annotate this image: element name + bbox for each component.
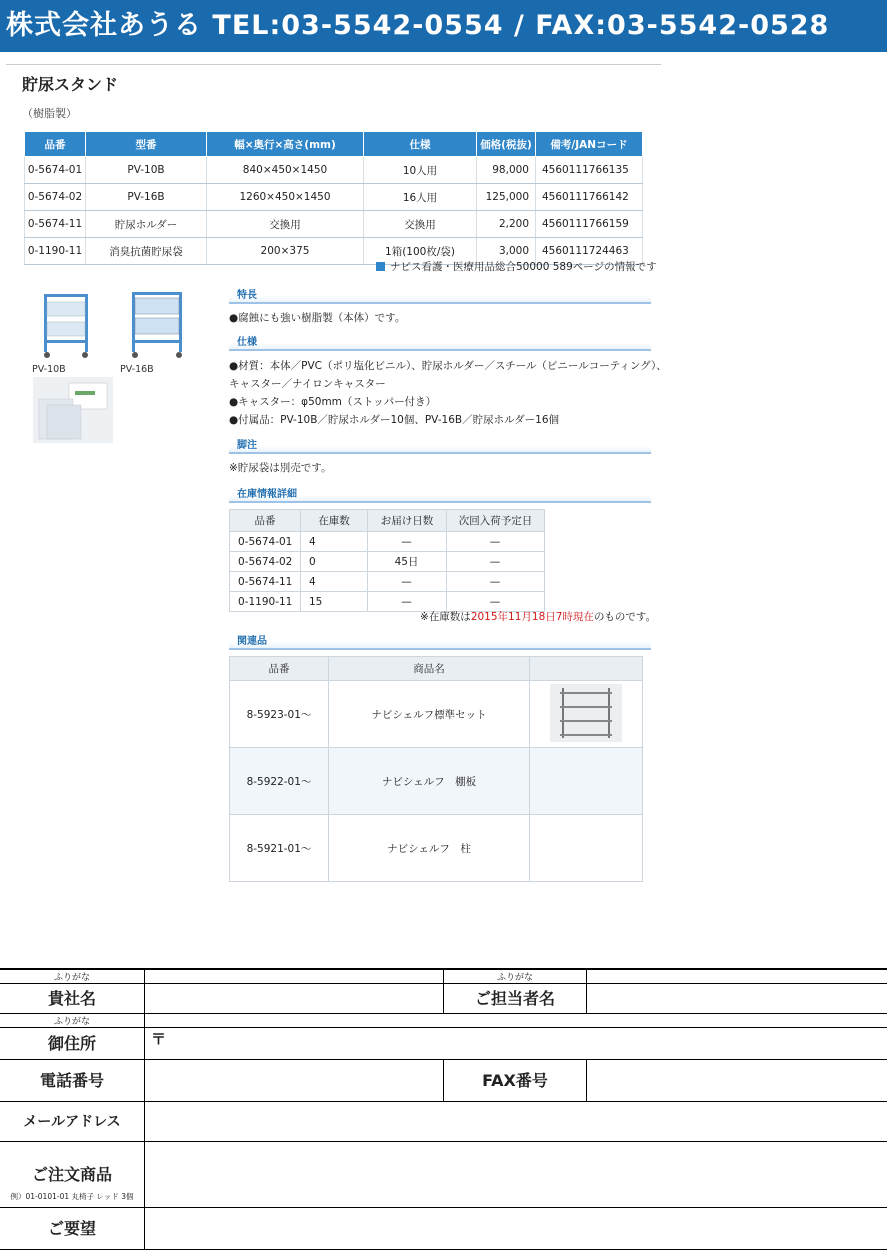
features-heading: 特長 [229, 286, 651, 304]
spec-cell: 0-5674-01 [25, 157, 86, 184]
stock-cell: 0-1190-11 [230, 592, 301, 612]
furigana-label: ふりがな [0, 1014, 145, 1028]
notes-heading: 脚注 [229, 436, 651, 454]
stock-cell: — [447, 552, 545, 572]
spec-cell: 交換用 [364, 211, 477, 238]
catalog-source-note [376, 259, 657, 274]
spec-cell: 16人用 [364, 184, 477, 211]
stock-cell: — [368, 592, 447, 612]
furigana-label: ふりがな [444, 970, 587, 984]
address-furigana-field[interactable] [145, 1014, 887, 1028]
page-title: 貯尿スタンド [22, 75, 119, 94]
notes-text: ※貯尿袋は別売です。 [229, 462, 332, 474]
spec-cell: 交換用 [207, 211, 364, 238]
stock-cell: 0-5674-01 [230, 532, 301, 552]
address-field[interactable] [145, 1028, 887, 1060]
stock-cell: 0-5674-02 [230, 552, 301, 572]
stock-note-prefix: ※在庫数は [420, 611, 471, 623]
stock-cell: — [447, 532, 545, 552]
specs-text [229, 357, 667, 429]
person-furigana-field[interactable] [587, 970, 887, 984]
title-block [22, 72, 118, 121]
related-product-link[interactable]: ナビシェルフ 棚板 [329, 748, 530, 815]
stock-header-cell: 品番 [230, 510, 301, 532]
address-label: 御住所 [0, 1028, 145, 1060]
related-code: 8-5921-01〜 [230, 815, 329, 882]
spec-cell: 98,000 [477, 157, 536, 184]
divider [6, 64, 661, 65]
related-product-link[interactable]: ナビシェルフ 柱 [329, 815, 530, 882]
company-label: 貴社名 [0, 984, 145, 1014]
spec-cell: PV-10B [86, 157, 207, 184]
spec-cell: 4560111724463 [536, 238, 643, 265]
pv-10b-image [38, 290, 94, 360]
stock-cell: — [368, 532, 447, 552]
spec-cell: 840×450×1450 [207, 157, 364, 184]
spec-cell: 3,000 [477, 238, 536, 265]
table-row [25, 157, 643, 184]
spec-cell: 125,000 [477, 184, 536, 211]
stock-header-cell: 在庫数 [301, 510, 368, 532]
stock-timestamp-note [420, 609, 656, 624]
stock-note-date: 2015年11月18日7時現在 [470, 611, 594, 623]
postal-mark: 〒 [151, 1030, 167, 1048]
pv-16b-image [128, 290, 186, 360]
spec-header-cell: 価格(税抜) [477, 132, 536, 157]
fax-label: FAX番号 [444, 1060, 587, 1102]
phone-field[interactable] [145, 1060, 444, 1102]
stock-cell: 4 [301, 572, 368, 592]
phone-label: 電話番号 [0, 1060, 145, 1102]
spec-cell: PV-16B [86, 184, 207, 211]
related-header-row [230, 657, 643, 681]
catalog-source-text: ナビス看護・医療用品総合50000 589ページの情報です [390, 261, 657, 273]
order-field[interactable] [145, 1142, 887, 1208]
order-example: 例）01-0101-01 丸椅子 レッド 3個 [10, 1192, 134, 1201]
stock-cell: 0-5674-11 [230, 572, 301, 592]
request-field[interactable] [145, 1208, 887, 1250]
email-field[interactable] [145, 1102, 887, 1142]
table-row[interactable] [230, 815, 643, 882]
related-product-link[interactable]: ナビシェルフ標準セット [329, 681, 530, 748]
order-label: ご注文商品 [31, 1165, 112, 1184]
order-form [0, 968, 887, 1252]
stock-heading: 在庫情報詳細 [229, 485, 651, 503]
related-image-cell [530, 815, 643, 882]
spec-header-cell: 備考/JANコード [536, 132, 643, 157]
specs-heading: 仕様 [229, 333, 651, 351]
furigana-label: ふりがな [0, 970, 145, 984]
table-row [230, 552, 545, 572]
table-row [25, 184, 643, 211]
fax-field[interactable] [587, 1060, 887, 1102]
stock-cell: — [447, 592, 545, 612]
table-row[interactable] [230, 748, 643, 815]
square-bullet-icon [376, 262, 385, 271]
specs-line: ●付属品：PV-10B／貯尿ホルダー10個、PV-16B／貯尿ホルダー16個 [229, 414, 560, 426]
spec-cell: 0-5674-02 [25, 184, 86, 211]
header-contact-text: 株式会社あうる TEL:03-5542-0554 / FAX:03-5542-0528 [6, 10, 830, 41]
stock-cell: — [447, 572, 545, 592]
stock-header-cell: お届け日数 [368, 510, 447, 532]
spec-cell: 4560111766159 [536, 211, 643, 238]
stock-header-row [230, 510, 545, 532]
stock-table [229, 509, 545, 612]
spec-cell: 1260×450×1450 [207, 184, 364, 211]
table-row [230, 532, 545, 552]
spec-cell: 0-5674-11 [25, 211, 86, 238]
related-image-cell [530, 748, 643, 815]
stock-cell: — [368, 572, 447, 592]
person-label: ご担当者名 [444, 984, 587, 1014]
related-code: 8-5922-01〜 [230, 748, 329, 815]
features-text: ●腐蝕にも強い樹脂製（本体）です。 [229, 312, 406, 324]
company-field[interactable] [145, 984, 444, 1014]
spec-cell: 貯尿ホルダー [86, 211, 207, 238]
spec-cell: 10人用 [364, 157, 477, 184]
stock-cell: 4 [301, 532, 368, 552]
request-label: ご要望 [0, 1208, 145, 1250]
related-table [229, 656, 643, 882]
spec-header-cell: 品番 [25, 132, 86, 157]
spec-cell: 消臭抗菌貯尿袋 [86, 238, 207, 265]
stock-cell: 45日 [368, 552, 447, 572]
specs-line: ●材質：本体／PVC（ポリ塩化ビニル）、貯尿ホルダー／スチール（ビニールコーティング）、 [229, 360, 667, 372]
specs-line: ●キャスター：φ50mm（ストッパー付き） [229, 396, 437, 408]
spec-table [24, 131, 643, 265]
spec-cell: 0-1190-11 [25, 238, 86, 265]
image-caption: PV-16B [120, 364, 154, 375]
spec-cell: 4560111766142 [536, 184, 643, 211]
spec-cell: 2,200 [477, 211, 536, 238]
table-row[interactable] [230, 681, 643, 748]
stock-cell: 0 [301, 552, 368, 572]
related-image-cell [530, 681, 643, 748]
order-label-cell [0, 1142, 145, 1208]
shelf-image [550, 684, 622, 742]
table-row [25, 211, 643, 238]
spec-cell: 4560111766135 [536, 157, 643, 184]
spec-header-cell: 幅×奥行×高さ(mm) [207, 132, 364, 157]
spec-header-cell: 仕様 [364, 132, 477, 157]
spec-header-cell: 型番 [86, 132, 207, 157]
related-header-cell: 商品名 [329, 657, 530, 681]
email-label: メールアドレス [0, 1102, 145, 1142]
related-code: 8-5923-01〜 [230, 681, 329, 748]
related-header-cell [530, 657, 643, 681]
stock-cell: 15 [301, 592, 368, 612]
table-row [230, 572, 545, 592]
spec-cell: 1箱(100枚/袋) [364, 238, 477, 265]
page-subtitle: （樹脂製） [22, 107, 77, 120]
related-heading: 関連品 [229, 632, 651, 650]
image-caption: PV-10B [32, 364, 66, 375]
person-field[interactable] [587, 984, 887, 1014]
related-header-cell: 品番 [230, 657, 329, 681]
stock-header-cell: 次回入荷予定日 [447, 510, 545, 532]
urine-bag-image [33, 377, 113, 443]
spec-header-row [25, 132, 643, 157]
stock-note-suffix: のものです。 [593, 611, 657, 623]
specs-line: キャスター／ナイロンキャスター [229, 378, 386, 390]
header-banner [0, 0, 887, 52]
company-furigana-field[interactable] [145, 970, 444, 984]
spec-cell: 200×375 [207, 238, 364, 265]
